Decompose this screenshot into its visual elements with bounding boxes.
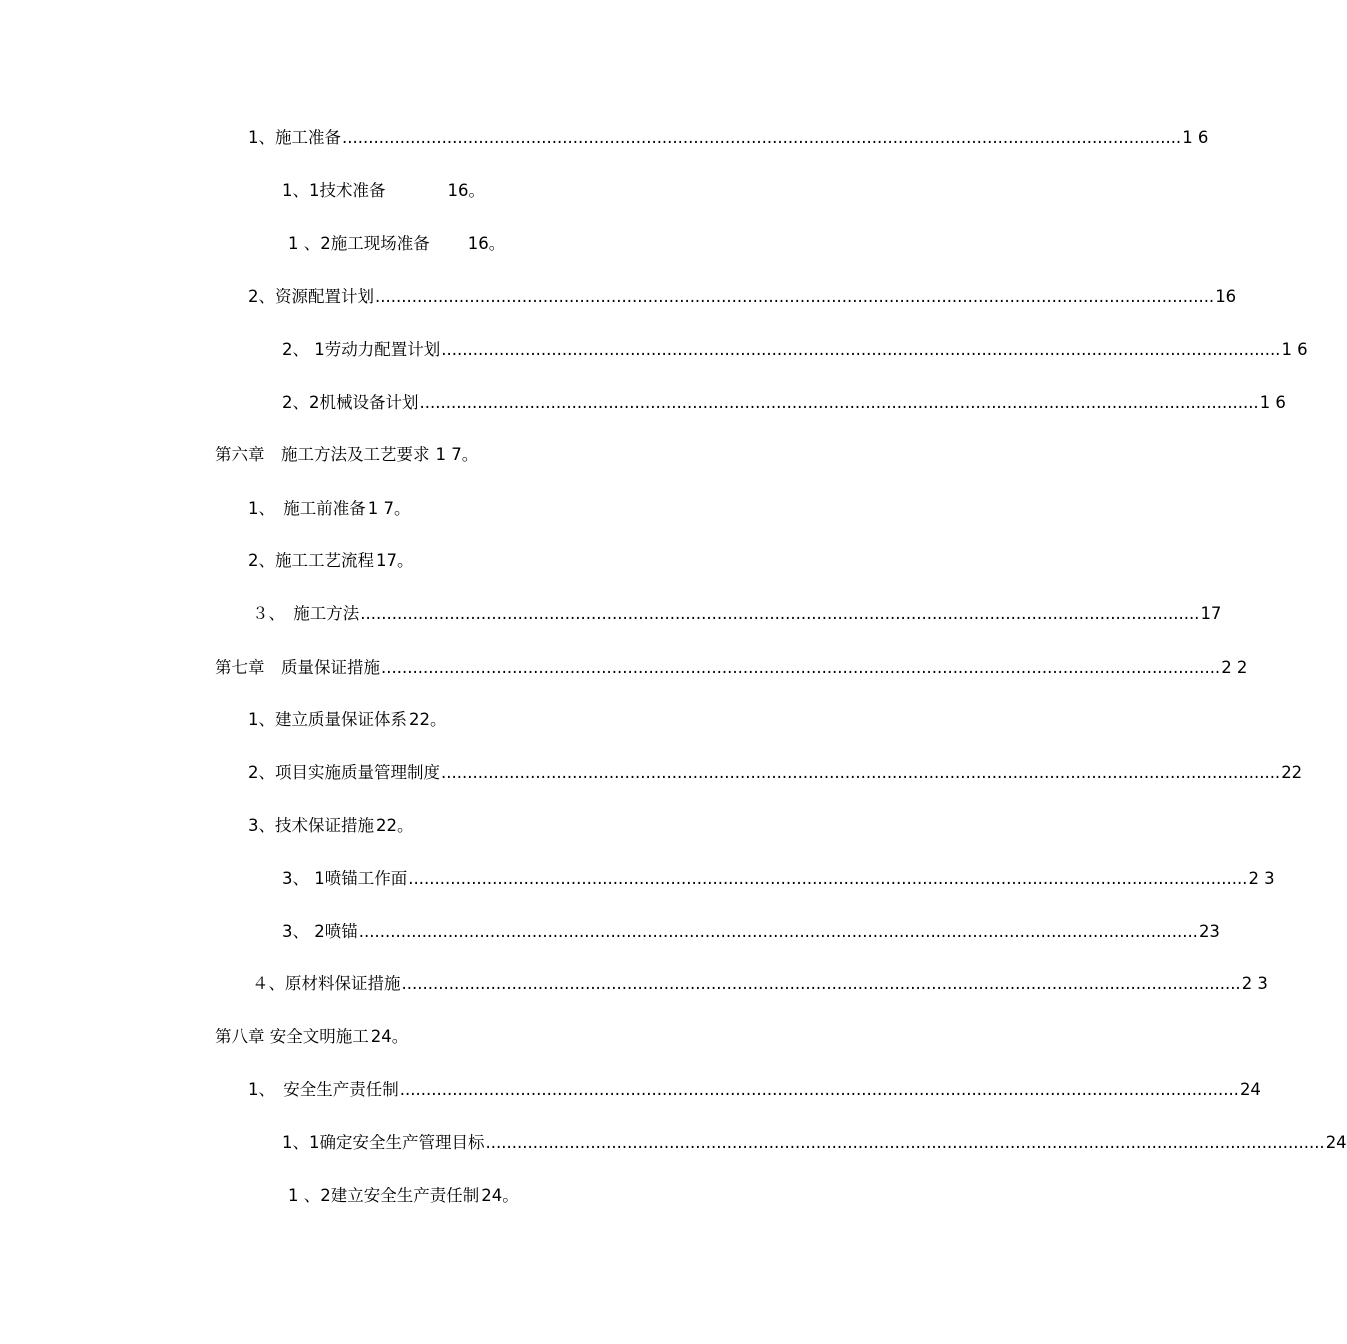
toc-entry[interactable] xyxy=(282,919,1220,945)
toc-entry[interactable] xyxy=(248,284,1237,310)
toc-entry-label: 第六章 施工方法及工艺要求 xyxy=(215,445,430,464)
toc-entry-label: 1、建立质量保证体系 xyxy=(248,710,407,729)
toc-entry-page: 1 7。 xyxy=(435,445,479,464)
toc-entry-page: 22 xyxy=(1281,763,1303,782)
toc-entry-label: 1 、2施工现场准备 xyxy=(288,234,430,253)
toc-dot-leader: ................................................................................................................................................................ xyxy=(399,1080,1239,1099)
toc-entry[interactable] xyxy=(248,496,411,522)
toc-entry-label: 3、 1喷锚工作面 xyxy=(282,869,408,888)
toc-dot-leader: ................................................................................................................................................................ xyxy=(401,974,1241,993)
toc-dot-leader: ................................................................................................................................................................ xyxy=(441,340,1281,359)
toc-entry-label: 2、2机械设备计划 xyxy=(282,393,419,412)
toc-entry-page: 1 7。 xyxy=(367,499,411,518)
toc-entry-page: 24 xyxy=(1239,1080,1261,1099)
toc-entry-label: 第七章 质量保证措施 xyxy=(215,658,380,677)
toc-entry[interactable] xyxy=(248,125,1209,151)
toc-entry[interactable] xyxy=(282,178,485,204)
toc-dot-leader: ................................................................................................................................................................ xyxy=(375,287,1215,306)
toc-entry[interactable] xyxy=(215,442,478,468)
toc-entry-label: 3、技术保证措施 xyxy=(248,816,374,835)
toc-entry-page: 2 3 xyxy=(1248,869,1275,888)
toc-entry-label: ３、 施工方法 xyxy=(252,604,360,623)
toc-entry[interactable] xyxy=(248,548,414,574)
toc-entry-page: 24。 xyxy=(481,1186,519,1205)
toc-entry[interactable] xyxy=(288,231,505,257)
toc-dot-leader: ................................................................................................................................................................ xyxy=(419,393,1259,412)
toc-dot-leader: ................................................................................................................................................................ xyxy=(485,1133,1325,1152)
toc-entry-label: 2、 1劳动力配置计划 xyxy=(282,340,441,359)
toc-entry[interactable] xyxy=(252,601,1222,627)
toc-entry[interactable] xyxy=(248,760,1303,786)
toc-dot-leader: ................................................................................................................................................................ xyxy=(381,658,1221,677)
toc-dot-leader: ................................................................................................................................................................ xyxy=(358,922,1198,941)
toc-entry-label: ４、原材料保证措施 xyxy=(252,974,401,993)
toc-entry-page: 22。 xyxy=(376,816,414,835)
toc-entry-page: 24。 xyxy=(370,1027,409,1046)
toc-entry[interactable] xyxy=(282,1130,1347,1156)
toc-entry-label: 2、项目实施质量管理制度 xyxy=(248,763,440,782)
toc-entry[interactable] xyxy=(252,971,1268,997)
toc-entry[interactable] xyxy=(248,813,414,839)
toc-entry[interactable] xyxy=(282,390,1286,416)
toc-dot-leader: ................................................................................................................................................................ xyxy=(360,604,1200,623)
toc-entry-page: 22。 xyxy=(409,710,447,729)
toc-entry-page: 1 6 xyxy=(1281,340,1308,359)
toc-dot-leader: ................................................................................................................................................................ xyxy=(408,869,1248,888)
toc-entry-label: 2、资源配置计划 xyxy=(248,287,374,306)
toc-entry-page: 17。 xyxy=(376,551,414,570)
toc-entry-page: 24 xyxy=(1325,1133,1347,1152)
toc-entry-label: 1、 安全生产责任制 xyxy=(248,1080,399,1099)
toc-entry-label: 1、1确定安全生产管理目标 xyxy=(282,1133,485,1152)
toc-entry-page: 16。 xyxy=(447,181,485,200)
toc-entry-label: 2、施工工艺流程 xyxy=(248,551,374,570)
toc-entry-page: 1 6 xyxy=(1182,128,1209,147)
toc-entry[interactable] xyxy=(282,337,1308,363)
toc-entry-label: 3、 2喷锚 xyxy=(282,922,358,941)
toc-entry-page: 16。 xyxy=(467,234,506,253)
toc-entry[interactable] xyxy=(248,1077,1261,1103)
toc-entry-page: 1 6 xyxy=(1259,393,1286,412)
toc-entry-label: 1 、2建立安全生产责任制 xyxy=(288,1186,480,1205)
toc-entry-page: 16 xyxy=(1215,287,1237,306)
toc-entry-page: 2 2 xyxy=(1221,658,1248,677)
toc-entry-label: 第八章 安全文明施工 xyxy=(215,1027,369,1046)
toc-entry[interactable] xyxy=(288,1183,519,1209)
toc-entry[interactable] xyxy=(215,655,1248,681)
toc-entry[interactable] xyxy=(215,1024,408,1050)
toc-entry-label: 1、1技术准备 xyxy=(282,181,386,200)
toc-entry-label: 1、施工准备 xyxy=(248,128,341,147)
toc-entry[interactable] xyxy=(248,707,447,733)
toc-entry-page: 2 3 xyxy=(1241,974,1268,993)
toc-entry-page: 17 xyxy=(1200,604,1222,623)
toc-entry-page: 23 xyxy=(1198,922,1220,941)
toc-dot-leader: ................................................................................................................................................................ xyxy=(342,128,1182,147)
toc-entry-label: 1、 施工前准备 xyxy=(248,499,366,518)
toc-dot-leader: ................................................................................................................................................................ xyxy=(441,763,1281,782)
toc-entry[interactable] xyxy=(282,866,1275,892)
